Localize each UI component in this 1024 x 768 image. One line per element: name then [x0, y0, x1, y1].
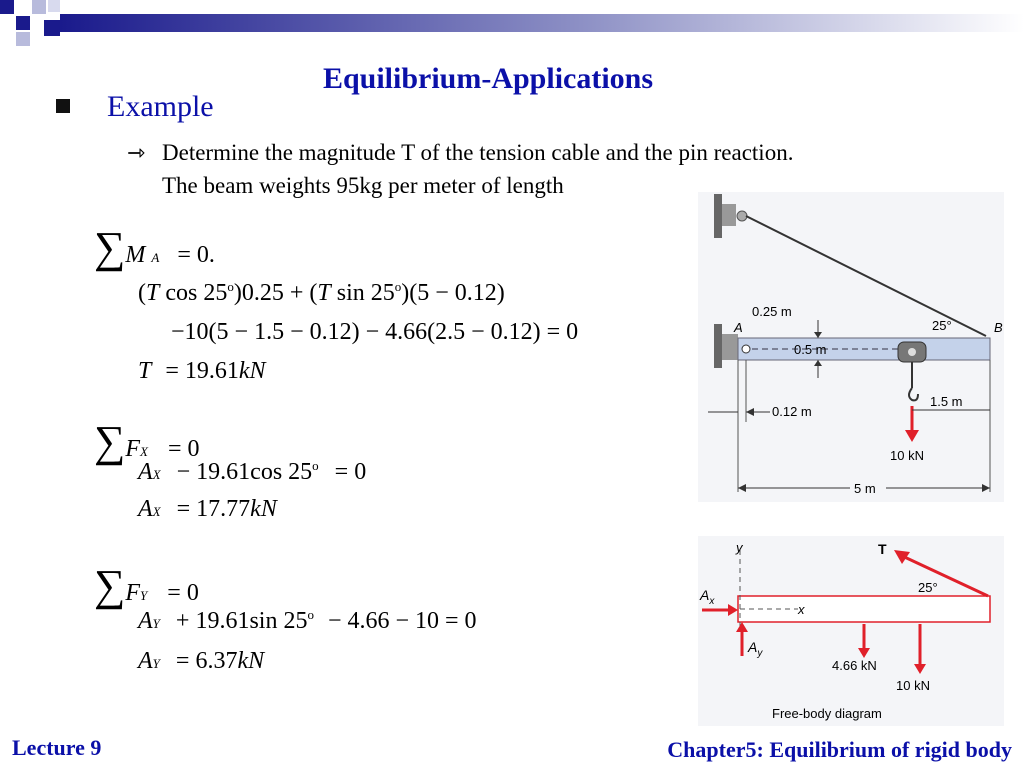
problem-statement-line-1: Determine the magnitude T of the tension cable and the pin reaction. — [162, 140, 794, 165]
hollow-arrow-bullet-icon: ⇾ — [127, 140, 146, 165]
eq-part: F — [125, 580, 141, 606]
eq-part: kN — [237, 648, 265, 674]
bullet-example: Example — [107, 90, 214, 123]
eq-moment-sum — [94, 223, 215, 272]
fbd-ay-var: A — [748, 639, 758, 655]
eq-part: X — [140, 444, 148, 459]
pin-a — [742, 345, 750, 353]
eq-fx-expansion — [138, 458, 366, 486]
fbd-t-label: T — [878, 541, 887, 557]
moment-sub: A — [151, 250, 160, 265]
sigma-symbol: ∑ — [94, 561, 126, 610]
eq-part: = 0 — [334, 459, 367, 485]
eq-part: = 19.61 — [165, 358, 239, 384]
eq-fy-expansion — [138, 607, 477, 635]
dim-05-label: 0.5 m — [794, 342, 827, 357]
eq-part: = 6.37 — [175, 648, 238, 674]
eq-ax-result — [138, 496, 277, 523]
fbd-ax-sub: x — [709, 596, 715, 607]
eq-part: X — [152, 467, 161, 482]
degree-sup: o — [307, 607, 314, 622]
upper-pin — [737, 211, 747, 221]
eq-tension-result — [138, 358, 266, 385]
eq-part: + 19.61sin 25 — [175, 608, 308, 634]
slide-title: Equilibrium-Applications — [322, 62, 654, 95]
eq-part: Y — [140, 588, 148, 603]
load-label: 10 kN — [890, 448, 924, 463]
eq-part: A — [138, 459, 153, 485]
moment-var: M — [125, 242, 146, 268]
eq-ay-result — [138, 648, 264, 675]
fbd-angle-label: 25° — [918, 580, 938, 595]
eq-part: = 0 — [167, 580, 199, 606]
moment-rhs: = 0. — [177, 242, 215, 268]
eq-fx-sum — [94, 417, 200, 466]
sigma-symbol: ∑ — [94, 417, 126, 466]
top-decorative-band — [0, 0, 1024, 50]
upper-wall-plate — [722, 204, 736, 226]
label-b: B — [994, 320, 1003, 335]
footer-chapter: Chapter5: Equilibrium of rigid body — [667, 737, 1012, 762]
dim-5-label: 5 m — [854, 481, 876, 496]
fbd-y-label: y — [736, 540, 743, 555]
fbd-ax-var: A — [700, 587, 710, 603]
dim-012-label: 0.12 m — [772, 404, 812, 419]
free-body-diagram — [698, 536, 1004, 726]
degree-sup: o — [227, 279, 234, 294]
eq-part: )0.25 + ( — [233, 280, 318, 306]
eq-part: kN — [238, 358, 266, 384]
eq-part: A — [138, 496, 153, 522]
fbd-caption: Free-body diagram — [772, 706, 882, 721]
eq-moment-expansion — [138, 279, 505, 307]
fbd-x-label: x — [798, 602, 805, 617]
eq-part: T — [317, 280, 331, 306]
degree-sup: o — [394, 279, 402, 294]
eq-part: T — [146, 280, 160, 306]
beam-figure — [698, 192, 1004, 502]
footer-lecture: Lecture 9 — [12, 735, 102, 760]
eq-part: = 0 — [168, 436, 200, 462]
eq-part: )(5 − 0.12) — [401, 280, 505, 306]
upper-wall-bracket — [714, 194, 722, 238]
eq-moment-loads: −10(5 − 1.5 − 0.12) − 4.66(2.5 − 0.12) = 0 — [171, 319, 579, 345]
eq-part: T — [138, 358, 152, 384]
eq-part: kN — [250, 496, 277, 522]
trolley-wheel — [908, 348, 916, 356]
fbd-beam — [738, 596, 990, 622]
dim-15-label: 1.5 m — [930, 394, 963, 409]
eq-part: − 4.66 − 10 = 0 — [327, 608, 477, 634]
eq-part: − 19.61cos 25 — [176, 459, 313, 485]
angle-label: 25° — [932, 318, 952, 333]
square-bullet-icon — [56, 99, 70, 113]
eq-fy-sum — [94, 561, 199, 610]
fbd-w2-label: 10 kN — [896, 678, 930, 693]
eq-part: A — [138, 648, 153, 674]
degree-sup: o — [312, 458, 319, 473]
eq-part: F — [125, 436, 141, 462]
eq-part: cos 25 — [165, 280, 228, 306]
eq-part: = 17.77 — [176, 496, 251, 522]
lower-wall-plate — [722, 334, 738, 360]
eq-part: X — [152, 504, 161, 519]
fbd-w1-label: 4.66 kN — [832, 658, 877, 673]
fbd-ay-sub: y — [757, 648, 763, 659]
eq-part: Y — [152, 656, 160, 671]
eq-part: sin 25 — [336, 280, 395, 306]
sigma-symbol: ∑ — [94, 223, 126, 272]
lower-wall-bracket — [714, 324, 722, 368]
eq-part: Y — [152, 616, 160, 631]
eq-part: ( — [138, 280, 146, 306]
dim-025-label: 0.25 m — [752, 304, 792, 319]
label-a: A — [734, 320, 743, 335]
problem-statement-line-2: The beam weights 95kg per meter of length — [162, 173, 564, 198]
eq-part: A — [138, 608, 153, 634]
